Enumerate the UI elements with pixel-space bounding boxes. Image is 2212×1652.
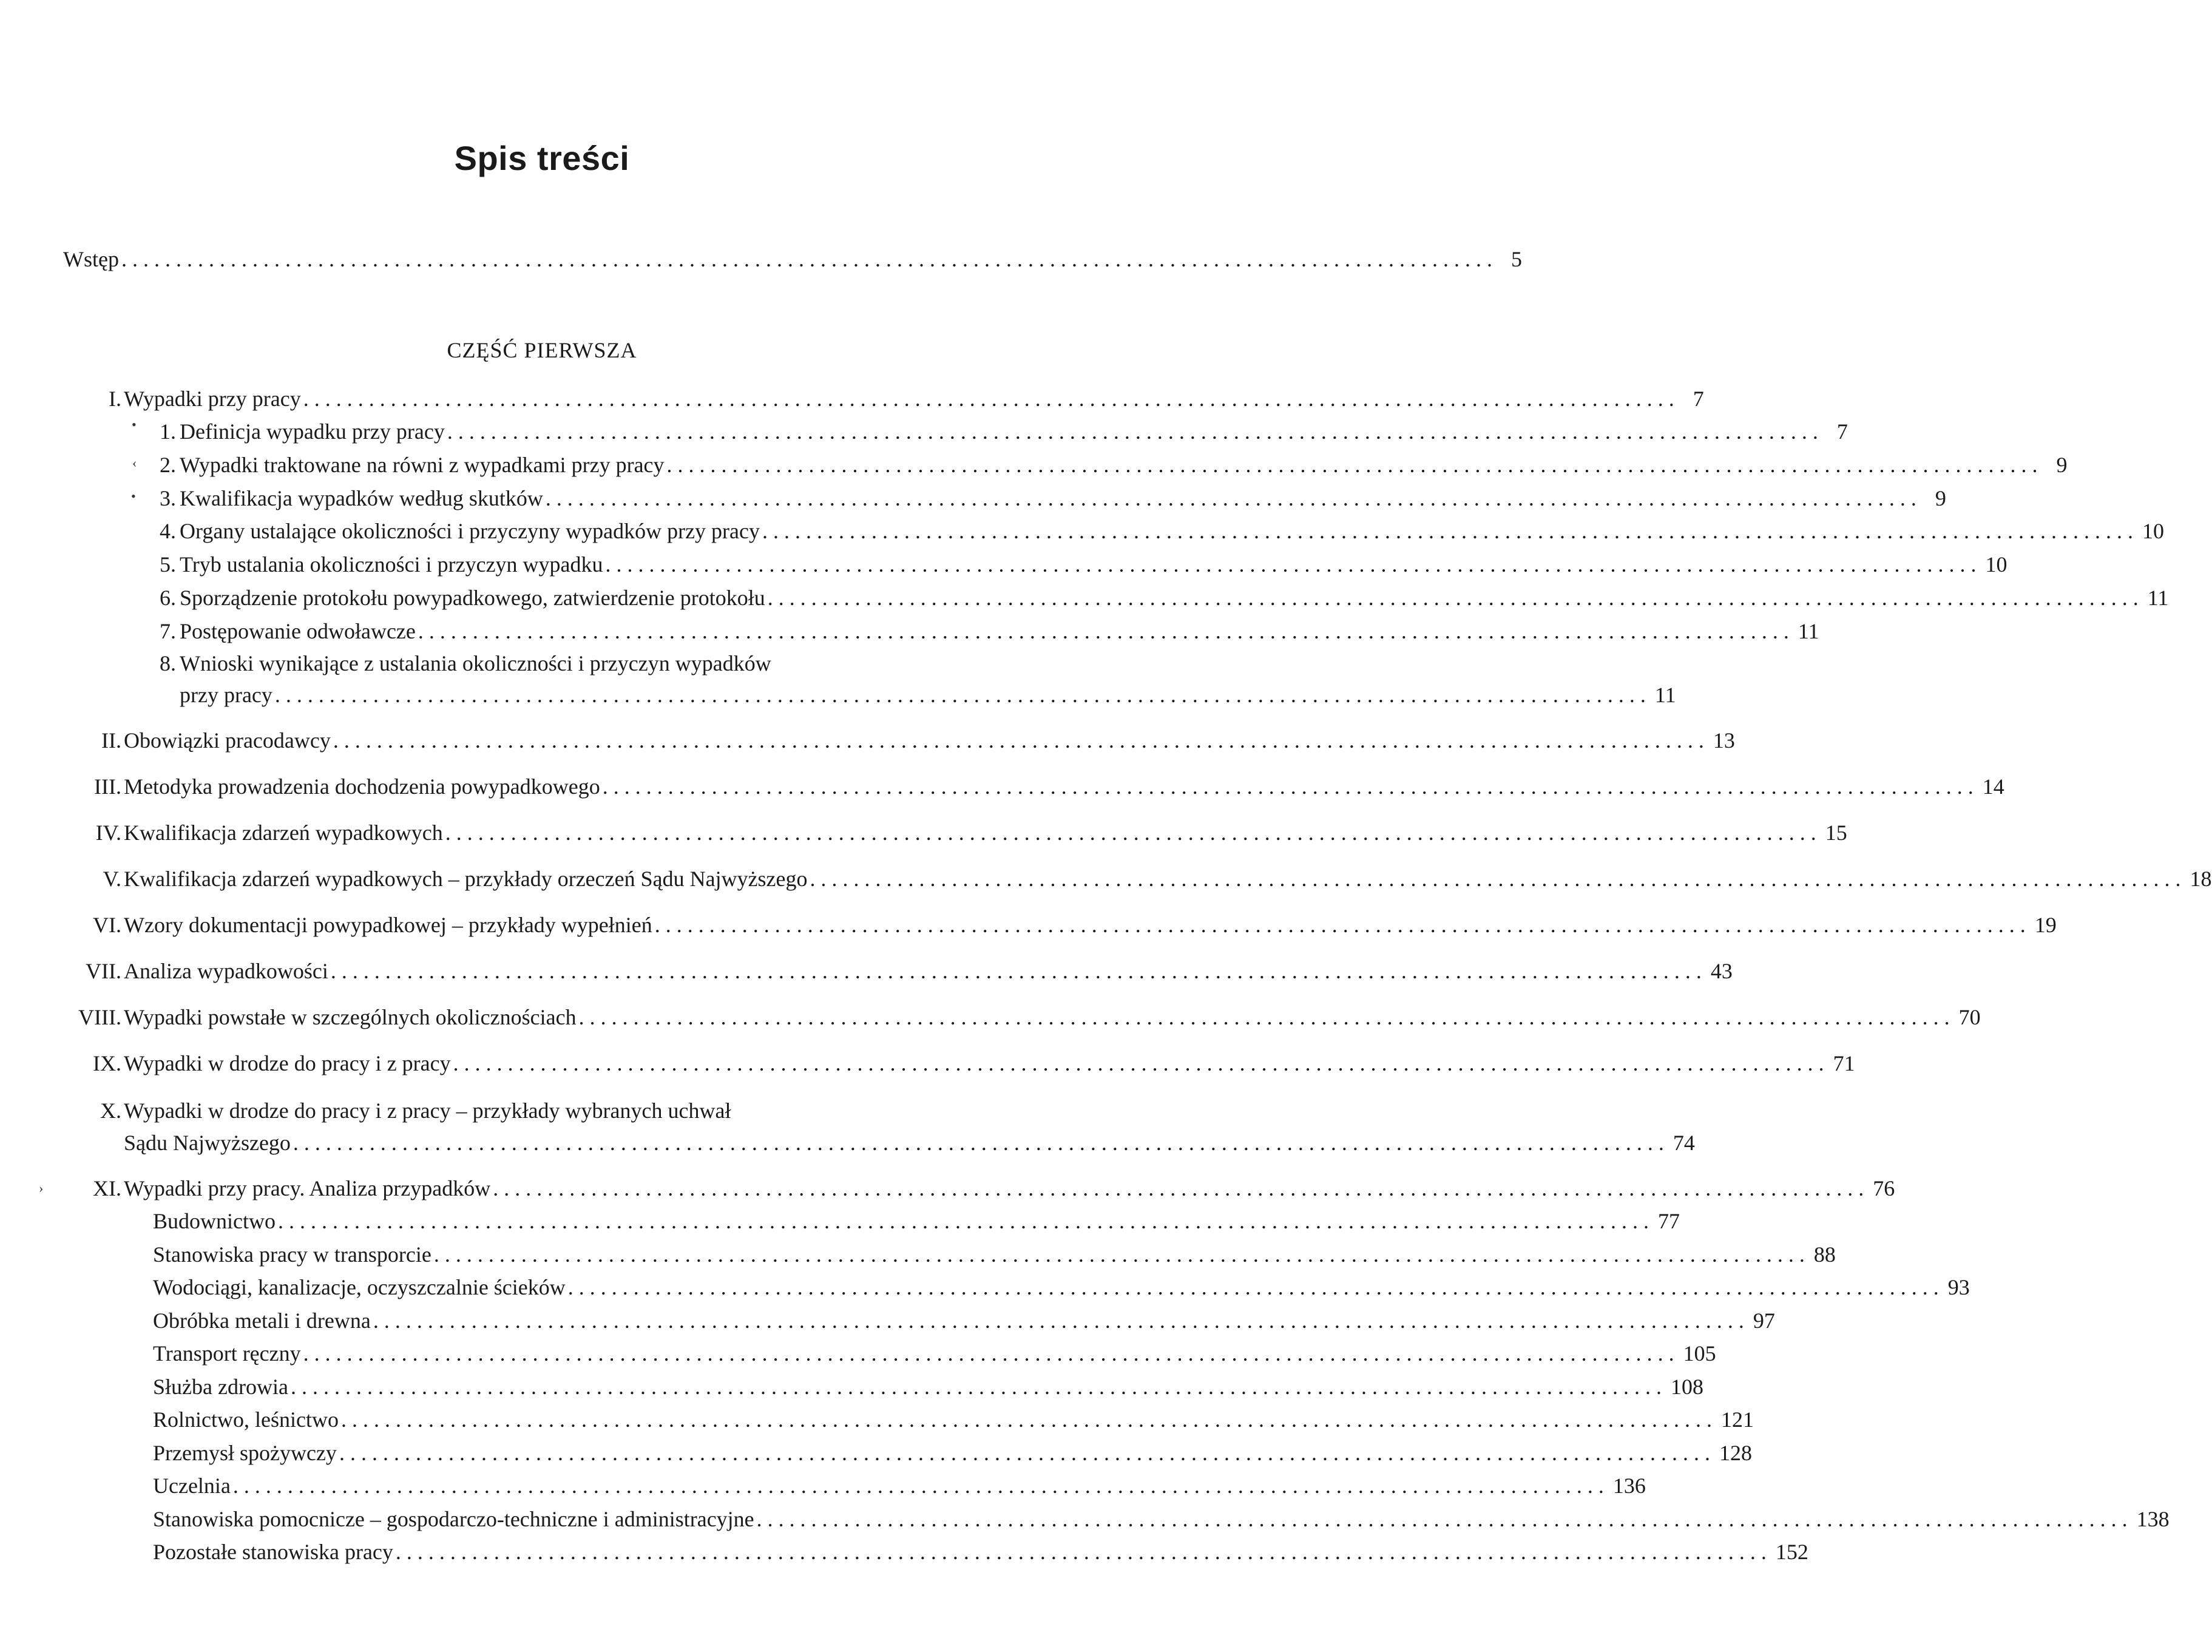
subsection-title: Uczelnia bbox=[153, 1474, 231, 1498]
subsection-title: Wodociągi, kanalizacje, oczyszczalnie ścieków bbox=[153, 1275, 566, 1299]
chapter-title: Kwalifikacja zdarzeń wypadkowych – przykłady orzeczeń Sądu Najwyższego bbox=[124, 867, 808, 891]
toc-page-number: 7 bbox=[1693, 387, 1704, 411]
toc-leader-dots: .............................................................................................................................. bbox=[654, 913, 2031, 937]
section-number: 2. bbox=[160, 453, 176, 477]
page-title: Spis treści bbox=[454, 139, 630, 177]
toc-leader-dots: .............................................................................................................................. bbox=[232, 1474, 1609, 1498]
section-title: Definicja wypadku przy pracy bbox=[180, 419, 445, 444]
toc-entry-label: Wstęp bbox=[63, 247, 119, 271]
toc-leader-dots: .............................................................................................................................. bbox=[121, 247, 1498, 271]
section-number: 3. bbox=[160, 486, 176, 510]
chapter-number: III. bbox=[94, 774, 121, 799]
chapter-title: Wypadki przy pracy bbox=[124, 387, 301, 411]
section-number: 7. bbox=[160, 619, 176, 643]
toc-leader-dots: .............................................................................................................................. bbox=[445, 821, 1822, 845]
chapter-number: X. bbox=[100, 1099, 121, 1123]
chapter-title-line1: Wypadki w drodze do pracy i z pracy – przykłady wybranych uchwał bbox=[124, 1099, 731, 1123]
toc-page-number: 105 bbox=[1683, 1341, 1716, 1366]
chapter-number: IV. bbox=[95, 821, 121, 845]
section-number: 6. bbox=[160, 586, 176, 610]
chapter-title: Kwalifikacja zdarzeń wypadkowych bbox=[124, 821, 443, 845]
chapter-title-line2: Sądu Najwyższego bbox=[124, 1131, 291, 1155]
margin-mark: › bbox=[39, 1180, 44, 1196]
toc-leader-dots: .............................................................................................................................. bbox=[333, 728, 1710, 753]
toc-leader-dots: .............................................................................................................................. bbox=[567, 1275, 1944, 1299]
chapter-number: V. bbox=[103, 867, 121, 891]
margin-mark: • bbox=[132, 417, 137, 432]
toc-page-number: 15 bbox=[1825, 821, 1847, 845]
toc-leader-dots: .............................................................................................................................. bbox=[418, 619, 1794, 643]
chapter-number: IX. bbox=[93, 1051, 121, 1075]
toc-leader-dots: .............................................................................................................................. bbox=[756, 1507, 2133, 1531]
chapter-number: XI. bbox=[93, 1176, 121, 1200]
toc-leader-dots: .............................................................................................................................. bbox=[395, 1540, 1772, 1564]
chapter-number: VIII. bbox=[78, 1005, 121, 1029]
toc-leader-dots: .............................................................................................................................. bbox=[810, 867, 2187, 891]
section-title: Kwalifikacja wypadków według skutków bbox=[180, 486, 543, 510]
toc-page-number: 70 bbox=[1958, 1005, 1981, 1029]
chapter-number: VII. bbox=[86, 959, 121, 983]
toc-leader-dots: .............................................................................................................................. bbox=[330, 959, 1707, 983]
chapter-number: I. bbox=[109, 387, 121, 411]
toc-leader-dots: .............................................................................................................................. bbox=[274, 683, 1651, 707]
toc-leader-dots: .............................................................................................................................. bbox=[578, 1005, 1955, 1029]
toc-page-number: 77 bbox=[1658, 1209, 1680, 1233]
toc-page-number: 136 bbox=[1612, 1474, 1646, 1498]
toc-leader-dots: .............................................................................................................................. bbox=[666, 453, 2043, 477]
subsection-title: Transport ręczny bbox=[153, 1341, 301, 1366]
toc-page-number: 11 bbox=[1798, 619, 1819, 643]
toc-page-number: 93 bbox=[1947, 1275, 1970, 1299]
toc-leader-dots: .............................................................................................................................. bbox=[545, 486, 1922, 510]
section-title-line1: Wnioski wynikające z ustalania okoliczności i przyczyn wypadków bbox=[180, 651, 771, 675]
subsection-title: Stanowiska pomocnicze – gospodarczo-techniczne i administracyjne bbox=[153, 1507, 754, 1531]
toc-chapter-10[interactable] bbox=[0, 1095, 1084, 1126]
subsection-title: Stanowiska pracy w transporcie bbox=[153, 1242, 431, 1267]
subsection-title: Pozostałe stanowiska pracy bbox=[153, 1540, 393, 1564]
toc-leader-dots: .............................................................................................................................. bbox=[453, 1051, 1830, 1075]
toc-page-number: 10 bbox=[2142, 519, 2164, 543]
toc-page-number: 9 bbox=[2056, 453, 2068, 477]
toc-page-number: 76 bbox=[1873, 1176, 1895, 1200]
section-title: Tryb ustalania okoliczności i przyczyn wypadku bbox=[180, 552, 603, 577]
subsection-title: Rolnictwo, leśnictwo bbox=[153, 1407, 339, 1432]
chapter-title: Wzory dokumentacji powypadkowej – przykłady wypełnień bbox=[124, 913, 652, 937]
toc-page-number: 10 bbox=[1985, 552, 2007, 577]
toc-page-number: 97 bbox=[1753, 1308, 1775, 1333]
section-number: 4. bbox=[160, 519, 176, 543]
toc-leader-dots: .............................................................................................................................. bbox=[340, 1407, 1717, 1432]
toc-leader-dots: .............................................................................................................................. bbox=[303, 1341, 1680, 1366]
section-number: 8. bbox=[160, 651, 176, 675]
toc-page-number: 5 bbox=[1510, 247, 1522, 271]
toc-page-number: 13 bbox=[1713, 728, 1735, 753]
toc-leader-dots: .............................................................................................................................. bbox=[493, 1176, 1870, 1200]
toc-page-number: 128 bbox=[1719, 1441, 1752, 1465]
chapter-title: Wypadki powstałe w szczególnych okolicznościach bbox=[124, 1005, 577, 1029]
toc-leader-dots: .............................................................................................................................. bbox=[767, 586, 2144, 610]
toc-page-number: 7 bbox=[1836, 419, 1848, 444]
toc-page-number: 121 bbox=[1720, 1407, 1754, 1432]
toc-leader-dots: .............................................................................................................................. bbox=[433, 1242, 1810, 1267]
toc-leader-dots: .............................................................................................................................. bbox=[303, 387, 1680, 411]
toc-leader-dots: .............................................................................................................................. bbox=[278, 1209, 1654, 1233]
toc-leader-dots: .............................................................................................................................. bbox=[605, 552, 1982, 577]
toc-leader-dots: .............................................................................................................................. bbox=[293, 1131, 1669, 1155]
toc-page-number: 152 bbox=[1775, 1540, 1808, 1564]
toc-leader-dots: .............................................................................................................................. bbox=[373, 1308, 1750, 1333]
toc-leader-dots: .............................................................................................................................. bbox=[290, 1375, 1667, 1399]
toc-page-number: 71 bbox=[1833, 1051, 1855, 1075]
margin-mark: ‹ bbox=[132, 455, 137, 470]
toc-page-number: 11 bbox=[1654, 683, 1676, 707]
toc-page-number: 11 bbox=[2147, 586, 2169, 610]
toc-page-number: 138 bbox=[2136, 1507, 2170, 1531]
section-title: Wypadki traktowane na równi z wypadkami przy pracy bbox=[180, 453, 665, 477]
toc-page-number: 88 bbox=[1813, 1242, 1836, 1267]
chapter-title: Obowiązki pracodawcy bbox=[124, 728, 331, 753]
chapter-number: II. bbox=[101, 728, 121, 753]
section-title: Sporządzenie protokołu powypadkowego, zatwierdzenie protokołu bbox=[180, 586, 765, 610]
subsection-title: Służba zdrowia bbox=[153, 1375, 288, 1399]
toc-page-number: 108 bbox=[1670, 1375, 1703, 1399]
toc-section[interactable] bbox=[0, 648, 1084, 679]
section-title: Postępowanie odwoławcze bbox=[180, 619, 416, 643]
section-number: 5. bbox=[160, 552, 176, 577]
chapter-title: Metodyka prowadzenia dochodzenia powypadkowego bbox=[124, 774, 600, 799]
chapter-title: Wypadki przy pracy. Analiza przypadków bbox=[124, 1176, 491, 1200]
section-number: 1. bbox=[160, 419, 176, 444]
toc-page-number: 43 bbox=[1710, 959, 1733, 983]
section-title-line2: przy pracy bbox=[180, 683, 272, 707]
toc-page-number: 14 bbox=[1982, 774, 2004, 799]
toc-leader-dots: .............................................................................................................................. bbox=[762, 519, 2139, 543]
subsection-title: Przemysł spożywczy bbox=[153, 1441, 337, 1465]
part-heading: CZĘŚĆ PIERWSZA bbox=[447, 338, 637, 362]
subsection-title: Obróbka metali i drewna bbox=[153, 1308, 371, 1333]
toc-page-number: 74 bbox=[1673, 1131, 1695, 1155]
toc-leader-dots: .............................................................................................................................. bbox=[602, 774, 1979, 799]
section-title: Organy ustalające okoliczności i przyczyny wypadków przy pracy bbox=[180, 519, 760, 543]
subsection-title: Budownictwo bbox=[153, 1209, 276, 1233]
toc-leader-dots: .............................................................................................................................. bbox=[447, 419, 1824, 444]
chapter-title: Analiza wypadkowości bbox=[124, 959, 328, 983]
margin-mark: • bbox=[131, 489, 136, 504]
chapter-number: VI. bbox=[93, 913, 121, 937]
toc-leader-dots: .............................................................................................................................. bbox=[339, 1441, 1716, 1465]
toc-page-number: 18 bbox=[2190, 867, 2212, 891]
chapter-title: Wypadki w drodze do pracy i z pracy bbox=[124, 1051, 451, 1075]
toc-page-number: 19 bbox=[2034, 913, 2057, 937]
toc-page-number: 9 bbox=[1935, 486, 1946, 510]
